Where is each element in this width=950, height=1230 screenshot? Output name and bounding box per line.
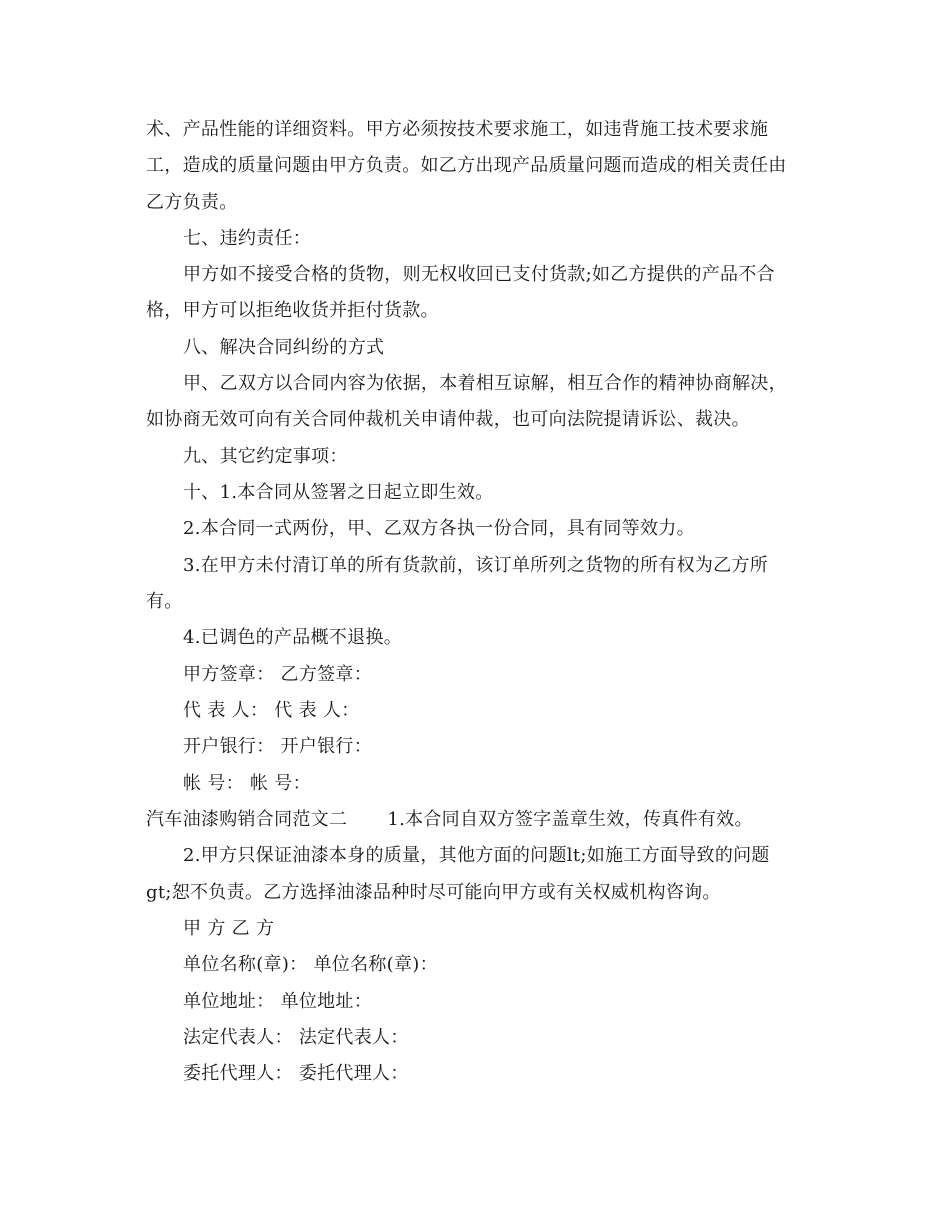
party-field-line: 单位地址： 单位地址： (183, 991, 373, 1012)
section-heading: 七、违约责任： (183, 228, 312, 249)
paragraph-line: 4.已调色的产品概不退换。 (183, 627, 403, 648)
signature-line: 开户银行： 开户银行： (183, 736, 373, 757)
paragraph-line: 十、1.本合同从签署之日起立即生效。 (183, 482, 494, 503)
section-heading: 九、其它约定事项： (183, 446, 348, 467)
paragraph-line: 2.本合同一式两份，甲、乙双方各执一份合同，具有同等效力。 (183, 518, 695, 539)
paragraph-line: 乙方负责。 (146, 192, 238, 213)
party-field-line: 单位名称(章)： 单位名称(章)： (183, 954, 438, 975)
party-field-line: 委托代理人： 委托代理人： (183, 1063, 409, 1084)
party-header-line: 甲 方 乙 方 (183, 918, 275, 939)
paragraph-line: 如协商无效可向有关合同仲裁机关申请仲裁，也可向法院提请诉讼、裁决。 (146, 409, 750, 430)
paragraph-line: 2.甲方只保证油漆本身的质量，其他方面的问题lt;如施工方面导致的问题 (183, 845, 770, 866)
paragraph-line: 甲方如不接受合格的货物，则无权收回已支付货款;如乙方提供的产品不合 (183, 264, 775, 285)
party-field-line: 法定代表人： 法定代表人： (183, 1027, 409, 1048)
document-title-line (146, 809, 753, 831)
clause-text: 1.本合同自双方签字盖章生效，传真件有效。 (387, 809, 753, 830)
paragraph-line: 格，甲方可以拒绝收货并拒付货款。 (146, 300, 439, 321)
paragraph-line: 工，造成的质量问题由甲方负责。如乙方出现产品质量问题而造成的相关责任由 (146, 155, 787, 176)
paragraph-line: 有。 (146, 591, 183, 612)
paragraph-line: 术、产品性能的详细资料。甲方必须按技术要求施工，如违背施工技术要求施 (146, 119, 769, 140)
signature-line: 代 表 人： 代 表 人： (183, 700, 360, 721)
paragraph-line: gt;恕不负责。乙方选择油漆品种时尽可能向甲方或有关权威机构咨询。 (146, 882, 721, 903)
paragraph-line: 甲、乙双方以合同内容为依据，本着相互谅解，相互合作的精神协商解决， (183, 373, 787, 394)
signature-line: 甲方签章： 乙方签章： (183, 664, 373, 685)
section-title: 汽车油漆购销合同范文二 (146, 809, 348, 830)
paragraph-line: 3.在甲方未付清订单的所有货款前，该订单所列之货物的所有权为乙方所 (183, 555, 769, 576)
section-heading: 八、解决合同纠纷的方式 (183, 337, 385, 358)
signature-line: 帐 号： 帐 号： (183, 773, 311, 794)
